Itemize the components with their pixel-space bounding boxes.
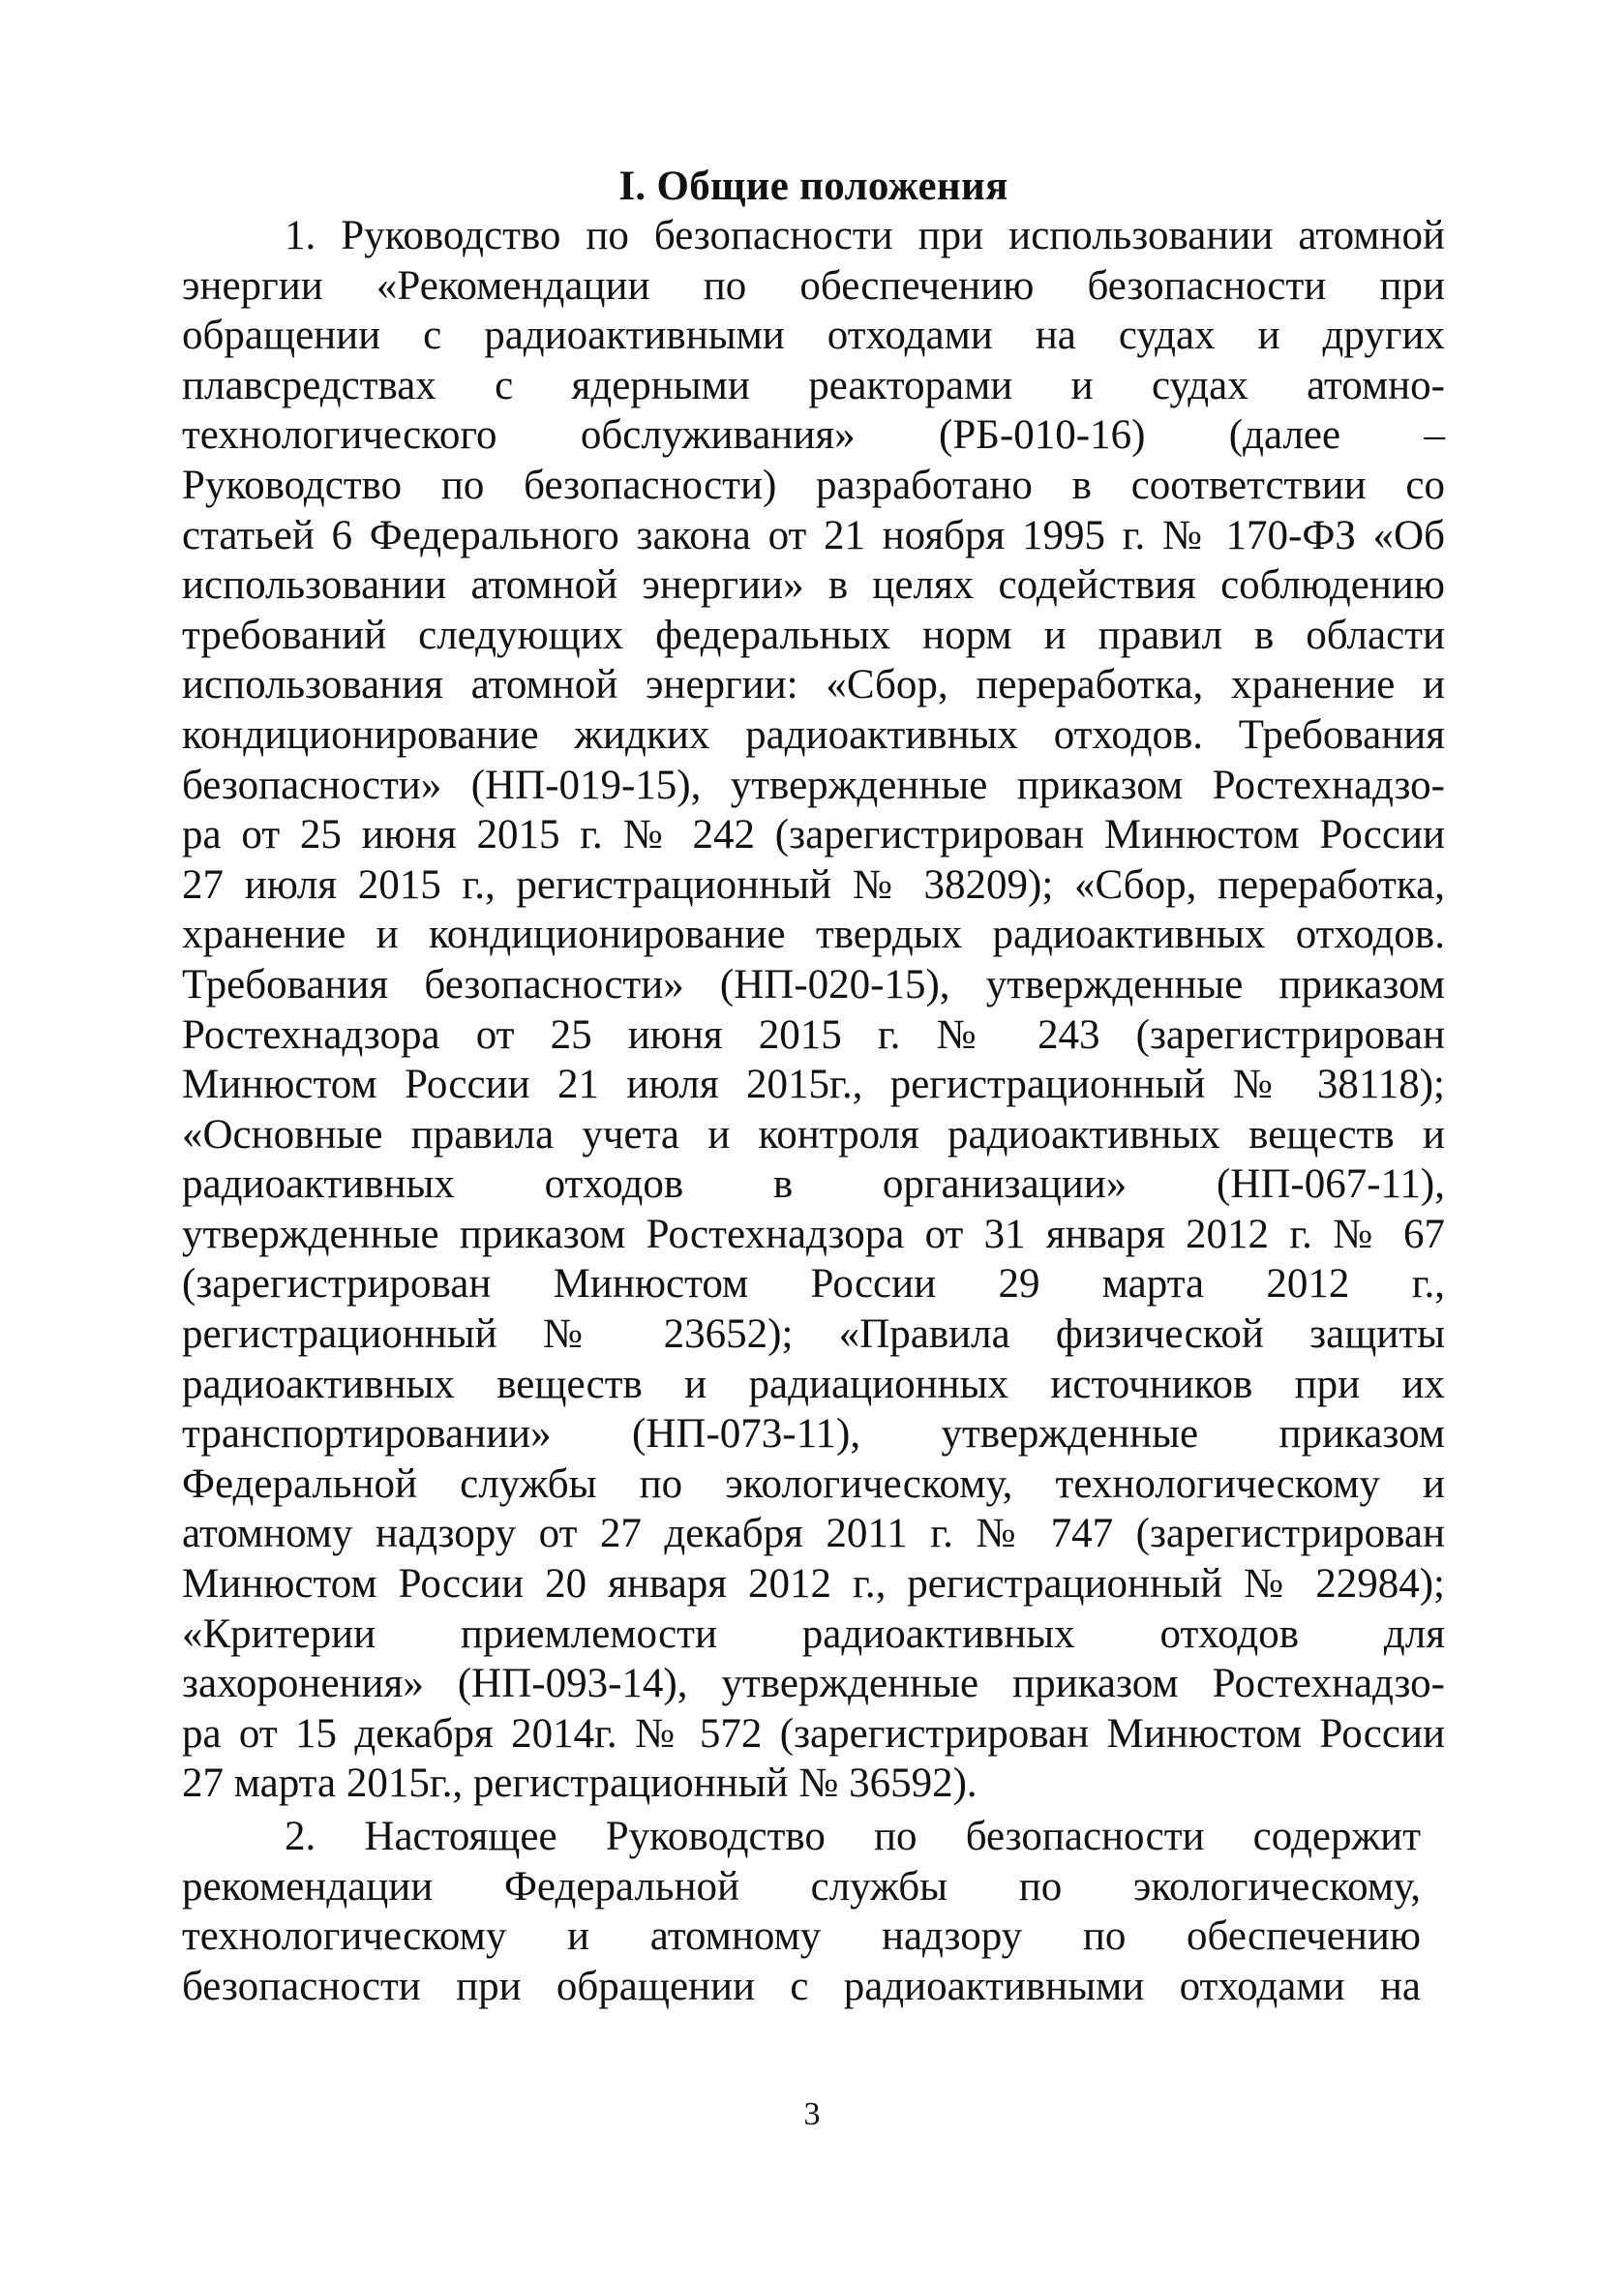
paragraph-line: Минюстом России 20 января 2012 г., регистрационный № 22984); <box>182 1561 1445 1608</box>
paragraph-line: регистрационный № 23652); «Правила физической защиты <box>182 1311 1445 1358</box>
paragraph-line: захоронения» (НП-093-14), утвержденные приказом Ростехнадзо- <box>182 1661 1445 1707</box>
paragraph-line: использовании атомной энергии» в целях содействия соблюдению <box>182 562 1445 609</box>
paragraph-line: плавсредствах с ядерными реакторами и судах атомно- <box>182 362 1445 408</box>
paragraph-line: Руководство по безопасности) разработано в соответствии со <box>182 462 1445 508</box>
paragraph-line: технологическому и атомному надзору по обеспечению <box>182 1913 1421 1960</box>
paragraph-line: ра от 25 июня 2015 г. № 242 (зарегистрирован Минюстом России <box>182 812 1445 858</box>
paragraph-line: обращении с радиоактивными отходами на судах и других <box>182 313 1445 359</box>
page-content <box>182 163 1445 2011</box>
paragraph-line: Минюстом России 21 июля 2015г., регистрационный № 38118); <box>182 1062 1445 1108</box>
paragraph-line: 27 марта 2015г., регистрационный № 36592). <box>182 1760 977 1807</box>
paragraph-line: «Основные правила учета и контроля радиоактивных веществ и <box>182 1111 1445 1158</box>
paragraph-line: Требования безопасности» (НП-020-15), утвержденные приказом <box>182 961 1445 1008</box>
paragraph-line: транспортировании» (НП-073-11), утвержденные приказом <box>182 1411 1445 1458</box>
section-heading: I. Общие положения <box>618 164 1008 209</box>
paragraph-2 <box>182 1812 1421 2011</box>
paragraph-1 <box>182 211 1445 1809</box>
paragraph-line: безопасности» (НП-019-15), утвержденные приказом Ростехнадзо- <box>182 762 1445 808</box>
paragraph-line: кондиционирование жидких радиоактивных отходов. Требования <box>182 711 1445 758</box>
paragraph-line: Федеральной службы по экологическому, технологическому и <box>182 1460 1445 1507</box>
paragraph-line: 2. Настоящее Руководство по безопасности содержит <box>285 1814 1421 1859</box>
paragraph-line: использования атомной энергии: «Сбор, переработка, хранение и <box>182 662 1445 708</box>
paragraph-line: «Критерии приемлемости радиоактивных отходов для <box>182 1610 1445 1657</box>
paragraph-line: рекомендации Федеральной службы по экологическому, <box>182 1863 1421 1910</box>
page-number: 3 <box>803 2096 821 2132</box>
paragraph-line: атомному надзору от 27 декабря 2011 г. № 747 (зарегистрирован <box>182 1511 1445 1557</box>
paragraph-line: хранение и кондиционирование твердых радиоактивных отходов. <box>182 912 1445 958</box>
paragraph-line: 1. Руководство по безопасности при использовании атомной <box>285 213 1445 258</box>
paragraph-line: технологического обслуживания» (РБ-010-16) (далее – <box>182 412 1445 459</box>
paragraph-line: 27 июля 2015 г., регистрационный № 38209); «Сбор, переработка, <box>182 861 1445 908</box>
paragraph-line: радиоактивных отходов в организации» (НП-067-11), <box>182 1161 1445 1208</box>
paragraph-line: Ростехнадзора от 25 июня 2015 г. № 243 (зарегистрирован <box>182 1011 1445 1058</box>
paragraph-line: радиоактивных веществ и радиационных источников при их <box>182 1361 1445 1407</box>
paragraph-line: требований следующих федеральных норм и правил в области <box>182 612 1445 658</box>
paragraph-line: (зарегистрирован Минюстом России 29 марта 2012 г., <box>182 1261 1445 1308</box>
paragraph-line: ра от 15 декабря 2014г. № 572 (зарегистрирован Минюстом России <box>182 1710 1445 1757</box>
paragraph-line: статьей 6 Федерального закона от 21 ноября 1995 г. № 170-ФЗ «Об <box>182 512 1445 558</box>
paragraph-line: безопасности при обращении с радиоактивными отходами на <box>182 1963 1421 2009</box>
paragraph-line: утвержденные приказом Ростехнадзора от 31 января 2012 г. № 67 <box>182 1211 1445 1257</box>
paragraph-line: энергии «Рекомендации по обеспечению безопасности при <box>182 262 1445 309</box>
